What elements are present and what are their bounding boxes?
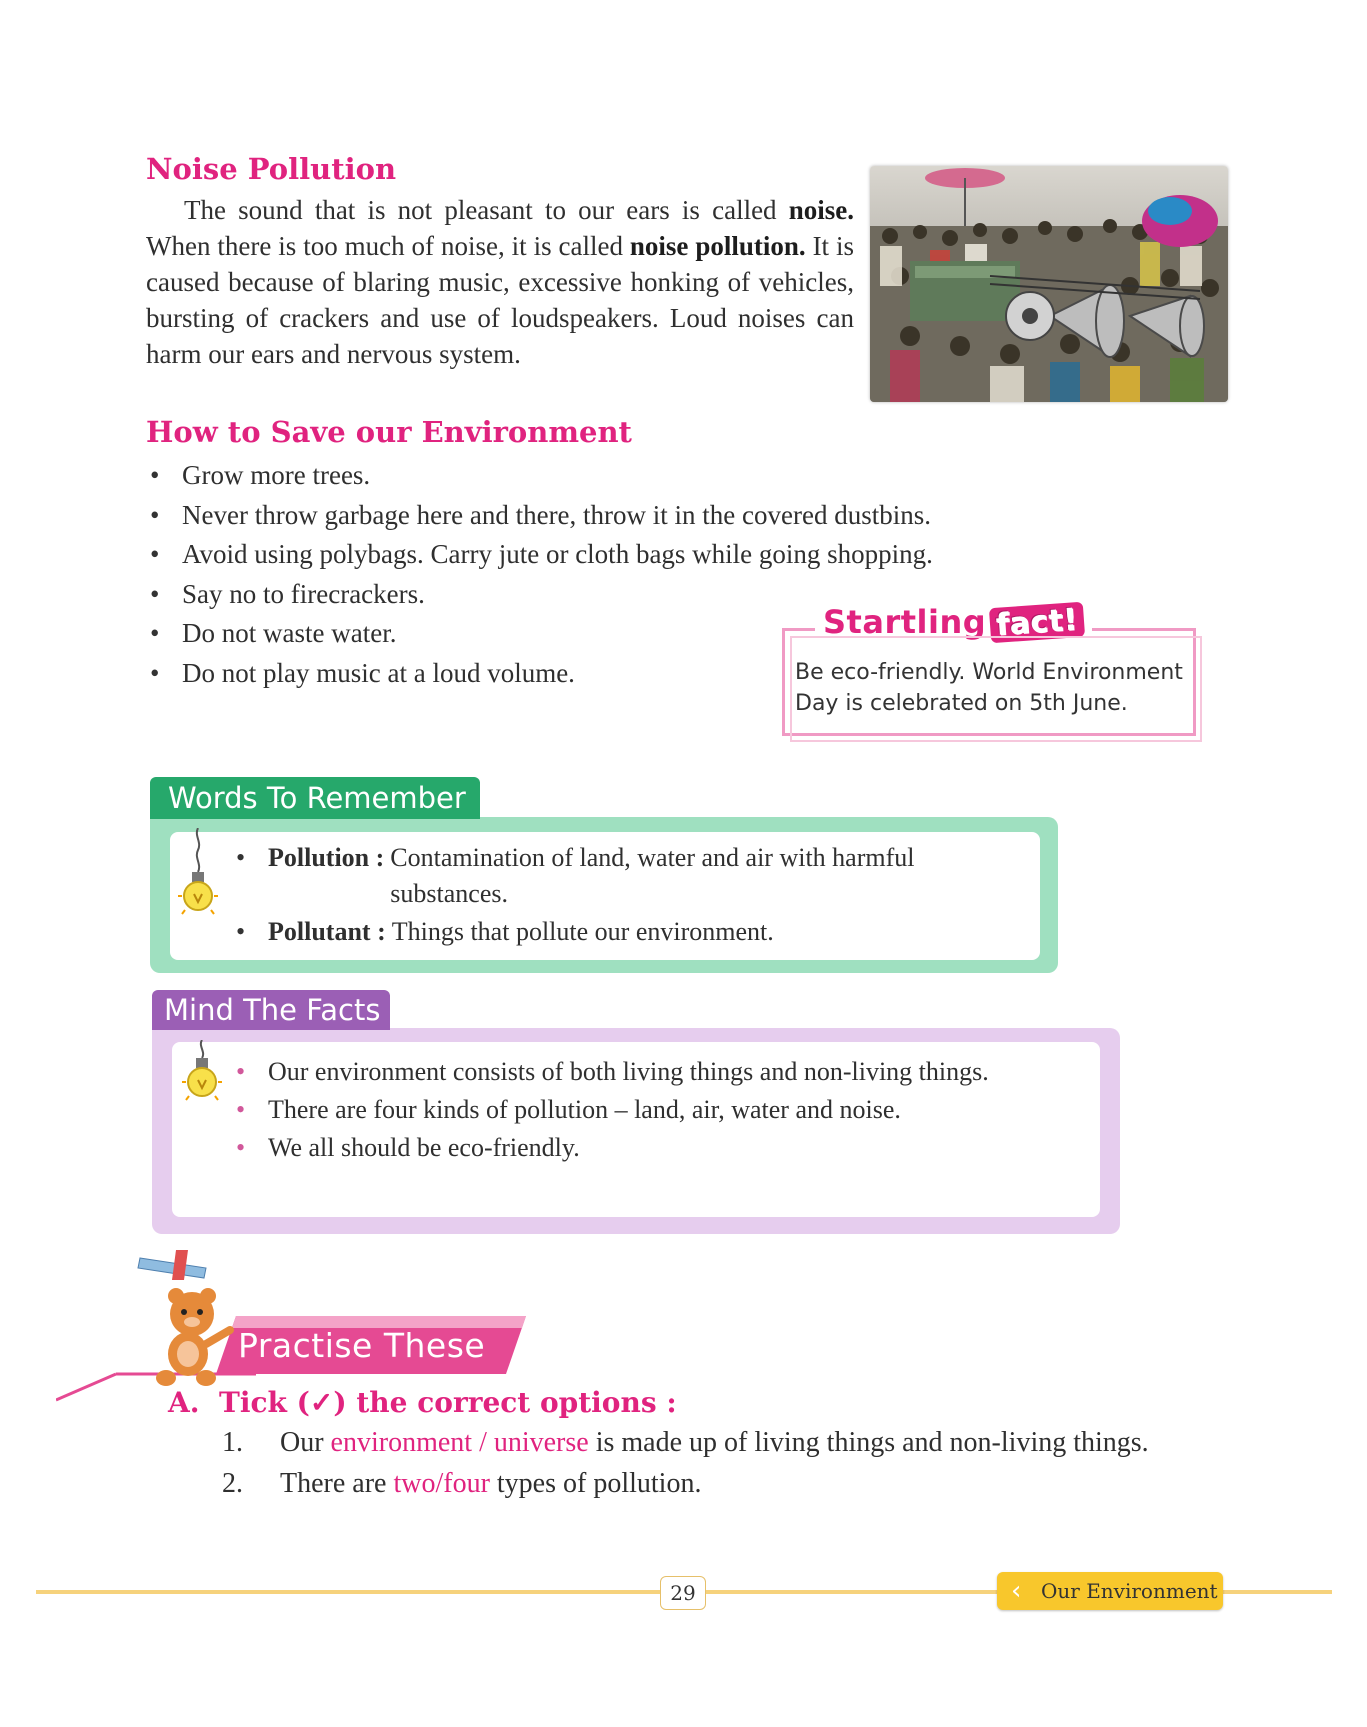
light-bulb-icon xyxy=(180,1040,224,1116)
practise-these-title: Practise These xyxy=(238,1326,486,1365)
save-environment-heading: How to Save our Environment xyxy=(146,415,632,449)
question-item xyxy=(222,1465,1252,1503)
list-item: • There are four kinds of pollution – land, air, water and noise. xyxy=(232,1092,1084,1128)
crowded-street-photo xyxy=(870,166,1228,402)
list-item: • Never throw garbage here and there, throw it in the covered dustbins. xyxy=(146,496,1196,536)
light-bulb-icon xyxy=(176,828,220,928)
fact-tag-label: fact! xyxy=(989,601,1085,642)
list-item: • Say no to firecrackers. xyxy=(146,575,1196,615)
page-number: 29 xyxy=(660,1576,706,1610)
noise-pollution-paragraph xyxy=(146,192,854,372)
exercise-instruction: Tick (✓) the correct options : xyxy=(218,1386,677,1419)
chapter-tag xyxy=(997,1572,1223,1610)
question-item xyxy=(222,1424,1252,1462)
list-item: • We all should be eco-friendly. xyxy=(232,1130,1084,1166)
startling-fact-box xyxy=(782,601,1196,736)
list-item: • Do not waste water. xyxy=(146,614,1196,654)
definition-term: • Pollution : xyxy=(268,843,385,872)
noise-text-3: It is caused because of blaring music, excessive honking of vehicles, bursting of crackers and use of loudspeakers. Loud noises can harm our ears and nervous system. xyxy=(146,231,854,369)
answer-options[interactable]: environment / universe xyxy=(330,1427,589,1458)
noise-text-1: The sound that is not pleasant to our ears is called xyxy=(184,195,789,225)
chevron-left-icon: ‹ xyxy=(1011,1576,1022,1606)
startling-fact-text: Be eco-friendly. World Environment Day is celebrated on 5th June. xyxy=(795,660,1183,716)
definition-text: Contamination of land, water and air with harmful substances. xyxy=(390,843,915,908)
exercise-label: A. xyxy=(168,1386,200,1419)
words-to-remember-title: Words To Remember xyxy=(150,777,480,819)
definition-term: • Pollutant : xyxy=(268,917,386,946)
definition-text: Things that pollute our environment. xyxy=(391,917,774,946)
noise-text-2: When there is too much of noise, it is called xyxy=(146,231,630,261)
startling-fact-title xyxy=(815,603,1092,641)
exercise-a-heading xyxy=(168,1386,677,1419)
chapter-title: Our Environment xyxy=(1041,1579,1218,1603)
mind-the-facts-list xyxy=(232,1054,1084,1168)
list-item: • Avoid using polybags. Carry jute or cloth bags while going shopping. xyxy=(146,535,1196,575)
list-item xyxy=(232,840,1032,912)
answer-options[interactable]: two/four xyxy=(393,1468,490,1499)
noise-term: noise. xyxy=(788,195,854,225)
noise-pollution-term: noise pollution. xyxy=(629,231,806,261)
list-item: • Grow more trees. xyxy=(146,456,1196,496)
question-text: There are two/four types of pollution. xyxy=(280,1468,702,1499)
noise-pollution-heading: Noise Pollution xyxy=(146,152,397,186)
question-number: 2. xyxy=(222,1468,243,1499)
list-item: • Our environment consists of both living things and non-living things. xyxy=(232,1054,1084,1090)
question-text: Our environment / universe is made up of living things and non-living things. xyxy=(280,1427,1149,1458)
list-item: • Do not play music at a loud volume. xyxy=(146,654,1196,694)
teddy-bear-icon xyxy=(138,1250,230,1386)
words-to-remember-list xyxy=(232,840,1032,950)
question-number: 1. xyxy=(222,1427,243,1458)
startling-label: Startling xyxy=(823,603,987,641)
list-item xyxy=(232,914,1032,950)
mind-the-facts-title: Mind The Facts xyxy=(152,990,390,1030)
question-list xyxy=(222,1424,1252,1506)
